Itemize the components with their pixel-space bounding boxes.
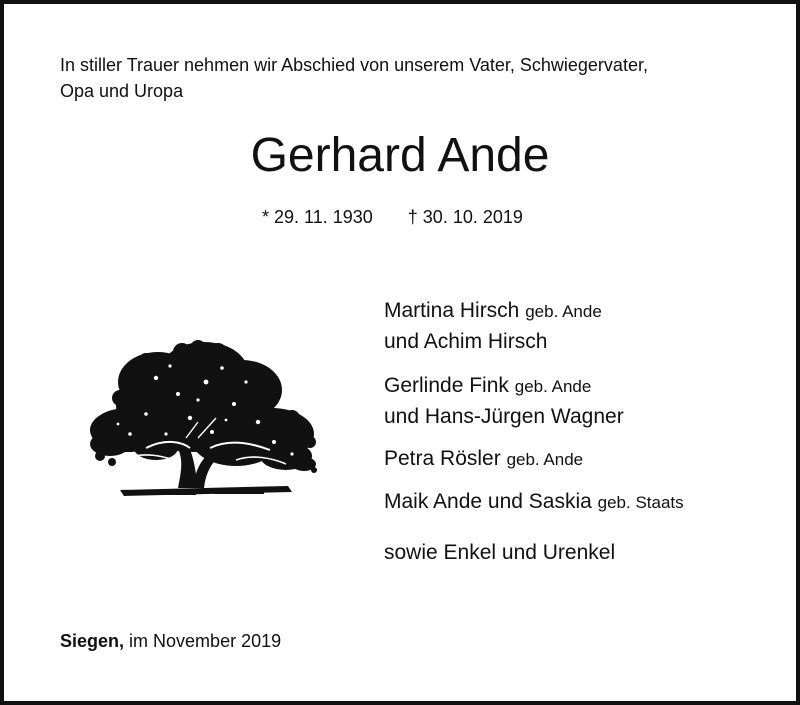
family-line-gerlinde	[384, 371, 784, 402]
place-city: Siegen,	[60, 631, 125, 651]
family-line-petra	[384, 444, 784, 475]
deceased-name: Gerhard Ande	[250, 129, 550, 182]
tree-illustration	[86, 338, 322, 500]
life-dates	[262, 204, 523, 230]
intro-text	[60, 52, 760, 104]
intro-line-2: Opa und Uropa	[60, 81, 184, 101]
family-line-enkel: sowie Enkel und Urenkel	[384, 541, 616, 564]
family-name-petra: Petra Rösler	[384, 447, 501, 470]
family-name-maik: Maik Ande und Saskia	[384, 490, 592, 513]
family-geb-martina: geb. Ande	[525, 302, 602, 321]
family-line-achim: und Achim Hirsch	[384, 330, 548, 353]
family-name-gerlinde: Gerlinde Fink	[384, 374, 509, 397]
place-month: im November 2019	[129, 631, 282, 651]
place-date	[60, 628, 281, 654]
family-name-martina: Martina Hirsch	[384, 299, 520, 322]
family-list	[384, 296, 784, 568]
death-date: † 30. 10. 2019	[407, 207, 523, 227]
family-geb-petra: geb. Ande	[506, 450, 584, 469]
family-geb-maik: geb. Staats	[597, 493, 684, 512]
birth-date: * 29. 11. 1930	[262, 207, 373, 227]
family-line-hansjuergen: und Hans-Jürgen Wagner	[384, 405, 624, 428]
family-geb-gerlinde: geb. Ande	[514, 377, 592, 396]
family-line-maik	[384, 487, 784, 518]
intro-line-1: In stiller Trauer nehmen wir Abschied von unserem Vater, Schwiegervater,	[60, 55, 648, 75]
family-line-martina	[384, 296, 784, 327]
